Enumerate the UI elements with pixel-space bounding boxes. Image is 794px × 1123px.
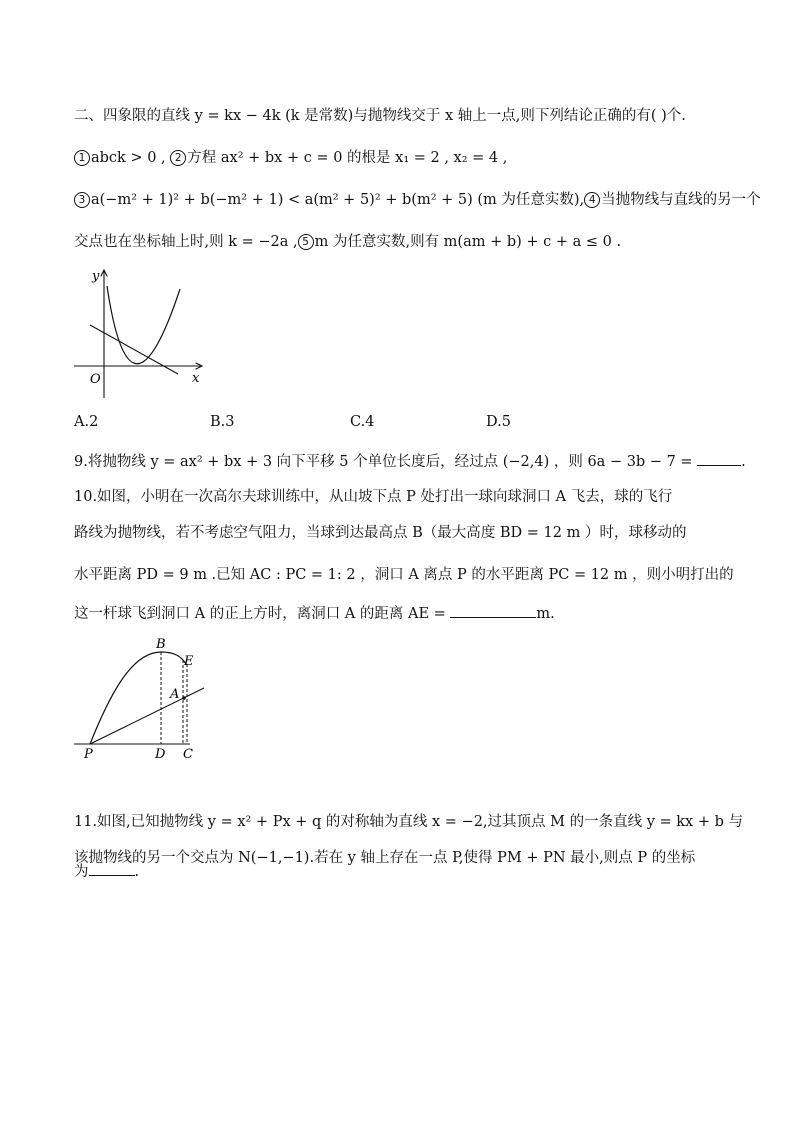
q9-line [74, 451, 746, 472]
hole-a-point [182, 696, 186, 700]
q8-items-1-2 [74, 148, 507, 168]
item-5-text: m 为任意实数,则有 m(am + b) + c + a ≤ 0 . [314, 234, 622, 250]
item-1-marker: 1 [74, 150, 90, 166]
q11-end: . [134, 864, 140, 880]
q10-end: m. [536, 606, 555, 622]
q10-figure [70, 634, 230, 766]
q11-line3 [74, 861, 139, 882]
x-axis-label: x [192, 371, 200, 386]
item-3-text: a(−m² + 1)² + b(−m² + 1) < a(m² + 5)² + b(m² + 5) (m 为任意实数), [91, 192, 585, 208]
label-b: B [156, 637, 166, 652]
q11-line2: 该抛物线的另一个交点为 N(−1,−1).若在 y 轴上存在一点 P,使得 PM + PN 最小,则点 P 的坐标 [74, 850, 696, 866]
item-3-marker: 3 [74, 192, 90, 208]
label-c: C [183, 747, 193, 762]
q10-line4 [74, 603, 555, 624]
item-2-text: 方程 ax² + bx + c = 0 的根是 x₁ = 2 , x₂ = 4 , [187, 150, 508, 166]
label-a: A [170, 687, 180, 702]
q10-line1: 10.如图，小明在一次高尔夫球训练中，从山坡下点 P 处打出一球向球洞口 A 飞去，球的飞行 [74, 489, 673, 505]
y-axis-label: y [92, 269, 100, 284]
straight-line [90, 325, 178, 374]
item-5-marker: 5 [298, 234, 314, 250]
q11-line1: 11.如图,已知抛物线 y = x² + Px + q 的对称轴为直线 x = −2,过其顶点 M 的一条直线 y = kx + b 与 [74, 814, 743, 830]
option-c[interactable]: C.4 [350, 414, 375, 430]
q8-line1: 二、四象限的直线 y = kx − 4k (k 是常数)与抛物线交于 x 轴上一点,则下列结论正确的有( )个. [74, 108, 686, 124]
q9-end: . [741, 454, 746, 470]
option-a[interactable]: A.2 [74, 414, 99, 430]
origin-label: O [90, 372, 101, 387]
q10-answer-blank[interactable] [450, 603, 536, 618]
q9-text: 9.将抛物线 y = ax² + bx + 3 向下平移 5 个单位长度后，经过点 (−2,4) ，则 6a − 3b − 7 = [74, 454, 693, 470]
q11-answer-blank[interactable] [89, 861, 135, 876]
item-4-text: 当抛物线与直线的另一个 [601, 192, 761, 208]
option-d[interactable]: D.5 [486, 414, 511, 430]
q9-answer-blank[interactable] [697, 451, 741, 466]
parabola-curve [107, 286, 180, 364]
q10-line2: 路线为抛物线，若不考虑空气阻力，当球到达最高点 B（最大高度 BD = 12 m ）时，球移动的 [74, 525, 687, 541]
item-4-marker: 4 [584, 192, 600, 208]
q10-text: 这一杆球飞到洞口 A 的正上方时，离洞口 A 的距离 AE = [74, 606, 446, 622]
label-e: E [184, 654, 194, 669]
item-4-continued: 交点也在坐标轴上时,则 k = −2a , [74, 234, 298, 250]
label-p: P [84, 747, 93, 762]
q8-items-4-5 [74, 232, 621, 252]
label-d: D [155, 747, 166, 762]
q10-line3: 水平距离 PD = 9 m .已知 AC : PC = 1: 2 ，洞口 A 离点 P 的水平距离 PC = 12 m ，则小明打出的 [74, 567, 734, 583]
q11-text: 为 [74, 864, 89, 880]
item-2-marker: 2 [170, 150, 186, 166]
q8-items-3-4 [74, 190, 761, 210]
item-1-text: abck > 0 , [91, 150, 166, 166]
option-b[interactable]: B.3 [210, 414, 235, 430]
q8-graph [70, 262, 210, 402]
